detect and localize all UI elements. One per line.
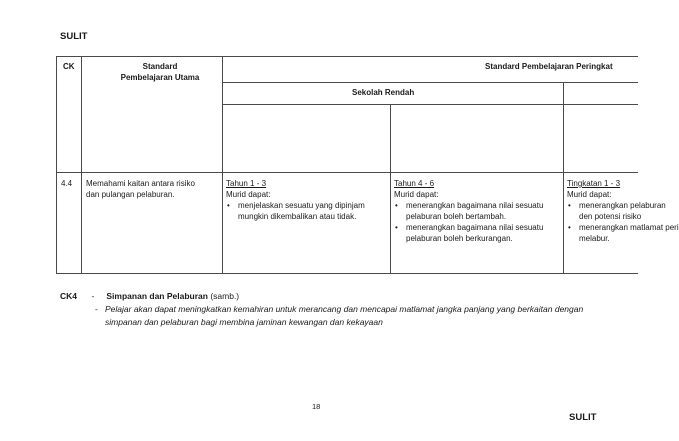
list-item: • menerangkan pelaburan den potensi risiko <box>567 200 679 222</box>
ck4-title-suffix: (samb.) <box>210 291 240 301</box>
table-border-bottom <box>56 273 638 274</box>
page-number: 18 <box>312 402 321 411</box>
col-divider-ck <box>81 56 82 274</box>
ck4-description: Pelajar akan dapat meningkatkan kemahiran untuk merancang dan mencapai matlamat jangka panjang yang berkaitan dengan simpanan dan pelaburan bagi membina jaminan kewangan dan kekayaan <box>105 304 584 327</box>
col-divider-tahun <box>390 104 391 274</box>
col-divider-utama <box>222 56 223 274</box>
list-item: • menjelaskan sesuatu yang dipinjam mungkin dikembalikan atau tidak. <box>226 200 376 222</box>
table-border-left <box>56 56 57 274</box>
tahun-4-6-heading: Tahun 4 - 6 <box>394 179 435 188</box>
table-border-top <box>56 56 638 57</box>
row-standard-utama: Memahami kaitan antara risiko dan pulangan pelaburan. <box>86 179 195 199</box>
ck4-title-line: CK4 - Simpanan dan Pelaburan (samb.) <box>60 291 240 301</box>
table-header-bottom <box>56 172 638 173</box>
tingkatan-1-3-intro: Murid dapat: <box>567 190 612 199</box>
header-ck: CK <box>63 62 75 71</box>
cell-tahun-4-6 <box>394 178 554 244</box>
tahun-4-6-intro: Murid dapat: <box>394 190 439 199</box>
col-divider-sekolah <box>563 82 564 274</box>
header-standard-utama: Standard Pembelajaran Utama <box>120 62 200 82</box>
ck4-description-line: - Pelajar akan dapat meningkatkan kemahiran untuk merancang dan mencapai matlamat jangka panjang yang berkaitan dengan simpanan dan pelaburan bagi membina jaminan kewangan dan kekayaan <box>60 303 615 329</box>
cell-tahun-1-3 <box>226 178 376 222</box>
header-standard-peringkat: Standard Pembelajaran Peringkat <box>485 62 613 71</box>
tahun-1-3-intro: Murid dapat: <box>226 190 271 199</box>
ck4-code: CK4 <box>60 291 78 301</box>
row-ck-code: 4.4 <box>61 179 73 188</box>
table-header-divider <box>222 104 638 105</box>
list-item: • menerangkan matlamat peri melabur. <box>567 222 679 244</box>
cell-tingkatan-1-3 <box>567 178 679 244</box>
ck4-section <box>60 290 615 329</box>
classification-label-top: SULIT <box>60 31 88 42</box>
tahun-1-3-list <box>226 200 376 222</box>
table-subheader-divider <box>222 82 638 83</box>
header-sekolah-rendah: Sekolah Rendah <box>352 88 415 97</box>
tahun-4-6-list <box>394 200 554 244</box>
classification-label-bottom: SULIT <box>569 412 597 423</box>
tahun-1-3-heading: Tahun 1 - 3 <box>226 179 267 188</box>
tingkatan-1-3-list <box>567 200 679 244</box>
list-item: • menerangkan bagaimana nilai sesuatu pelaburan boleh berkurangan. <box>394 222 554 244</box>
ck4-title: Simpanan dan Pelaburan <box>106 291 208 301</box>
tingkatan-1-3-heading: Tingkatan 1 - 3 <box>567 179 621 188</box>
list-item: • menerangkan bagaimana nilai sesuatu pelaburan boleh bertambah. <box>394 200 554 222</box>
